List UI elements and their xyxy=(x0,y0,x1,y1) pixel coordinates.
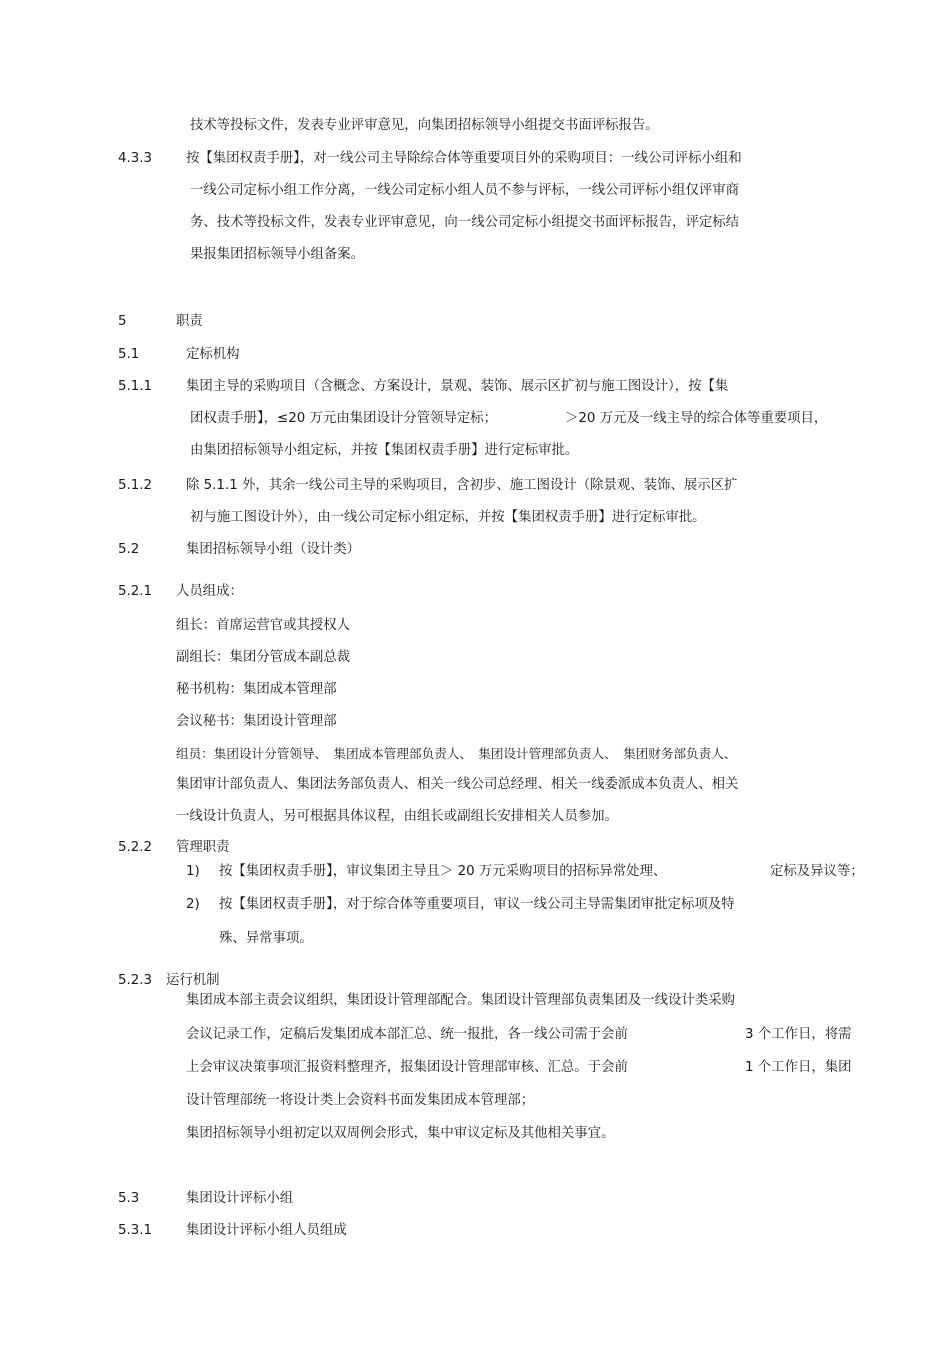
section-number: 5.2.1 xyxy=(118,584,153,599)
paragraph-line: 会议记录工作，定稿后发集团成本部汇总、统一报批，各一线公司需于会前 xyxy=(186,1027,628,1042)
section-number: 5.2.2 xyxy=(118,840,153,855)
paragraph-line: 设计管理部统一将设计类上会资料书面发集团成本管理部； xyxy=(186,1093,535,1108)
paragraph-line: 集团招标领导小组初定以双周例会形式，集中审议定标及其他相关事宜。 xyxy=(186,1126,615,1141)
list-number: 2) xyxy=(186,897,200,912)
section-heading: 集团设计评标小组 xyxy=(186,1191,294,1206)
list-item: 定标及异议等； xyxy=(770,864,864,879)
paragraph-line: 副组长：集团分管成本副总裁 xyxy=(176,650,351,665)
paragraph-line: 上会审议决策事项汇报资料整理齐，报集团设计管理部审核、汇总。于会前 xyxy=(186,1060,628,1075)
section-heading: 职责 xyxy=(176,314,203,329)
section-number: 4.3.3 xyxy=(118,151,153,166)
section-number: 5.1.1 xyxy=(118,379,153,394)
section-heading: 管理职责 xyxy=(176,840,230,855)
section-number: 5.1 xyxy=(118,347,140,362)
paragraph-line: 务、技术等投标文件，发表专业评审意见，向一线公司定标小组提交书面评标报告，评定标结 xyxy=(190,215,740,230)
paragraph-line: 初与施工图设计外），由一线公司定标小组定标，并按【集团权责手册】进行定标审批。 xyxy=(190,510,706,525)
paragraph-line: 3 个工作日，将需 xyxy=(745,1027,852,1042)
section-heading: 运行机制 xyxy=(166,973,220,988)
section-number: 5.1.2 xyxy=(118,478,153,493)
paragraph-line: 集团主导的采购项目（含概念、方案设计，景观、装饰、展示区扩初与施工图设计），按【集 xyxy=(186,379,729,394)
paragraph-line: 组员：集团设计分管领导、 集团成本管理部负责人、 集团设计管理部负责人、 集团财务部负责人、 xyxy=(176,746,737,761)
paragraph-line: 由集团招标领导小组定标，并按【集团权责手册】进行定标审批。 xyxy=(190,443,579,458)
paragraph-line: 一线公司定标小组工作分离，一线公司定标小组人员不参与评标，一线公司评标小组仅评审商 xyxy=(190,183,740,198)
section-heading: 人员组成： xyxy=(176,584,243,599)
section-number: 5.3 xyxy=(118,1191,140,1206)
paragraph-line: 果报集团招标领导小组备案。 xyxy=(190,247,365,262)
paragraph-line: ＞20 万元及一线主导的综合体等重要项目， xyxy=(565,411,828,426)
list-item: 殊、异常事项。 xyxy=(219,931,313,946)
list-item: 按【集团权责手册】，对于综合体等重要项目，审议一线公司主导需集团审批定标项及特 xyxy=(219,897,735,912)
paragraph-line: 一线设计负责人，另可根据具体议程，由组长或副组长安排相关人员参加。 xyxy=(176,809,618,824)
paragraph-line: 1 个工作日，集团 xyxy=(745,1060,852,1075)
section-number: 5.2.3 xyxy=(118,973,153,988)
paragraph-line: 会议秘书：集团设计管理部 xyxy=(176,714,337,729)
paragraph-line: 除 5.1.1 外，其余一线公司主导的采购项目，含初步、施工图设计（除景观、装饰、展示区扩 xyxy=(186,478,738,493)
paragraph-line: 集团审计部负责人、集团法务部负责人、相关一线公司总经理、相关一线委派成本负责人、相关 xyxy=(176,777,739,792)
paragraph-line: 组长：首席运营官或其授权人 xyxy=(176,618,351,633)
list-item: 按【集团权责手册】，审议集团主导且＞ 20 万元采购项目的招标异常处理、 xyxy=(219,864,667,879)
section-heading: 集团招标领导小组（设计类） xyxy=(186,542,361,557)
section-heading: 定标机构 xyxy=(186,347,240,362)
paragraph-line: 团权责手册】，≤20 万元由集团设计分管领导定标； xyxy=(190,411,498,426)
paragraph-line: 按【集团权责手册】，对一线公司主导除综合体等重要项目外的采购项目：一线公司评标小组和 xyxy=(186,151,742,166)
list-number: 1) xyxy=(186,864,200,879)
paragraph-line: 集团成本部主责会议组织，集团设计管理部配合。集团设计管理部负责集团及一线设计类采购 xyxy=(186,993,736,1008)
section-heading: 集团设计评标小组人员组成 xyxy=(186,1223,347,1238)
section-number: 5 xyxy=(118,314,127,329)
section-number: 5.3.1 xyxy=(118,1223,153,1238)
paragraph-line: 秘书机构：集团成本管理部 xyxy=(176,682,337,697)
section-number: 5.2 xyxy=(118,542,140,557)
paragraph-line: 技术等投标文件，发表专业评审意见，向集团招标领导小组提交书面评标报告。 xyxy=(190,118,659,133)
